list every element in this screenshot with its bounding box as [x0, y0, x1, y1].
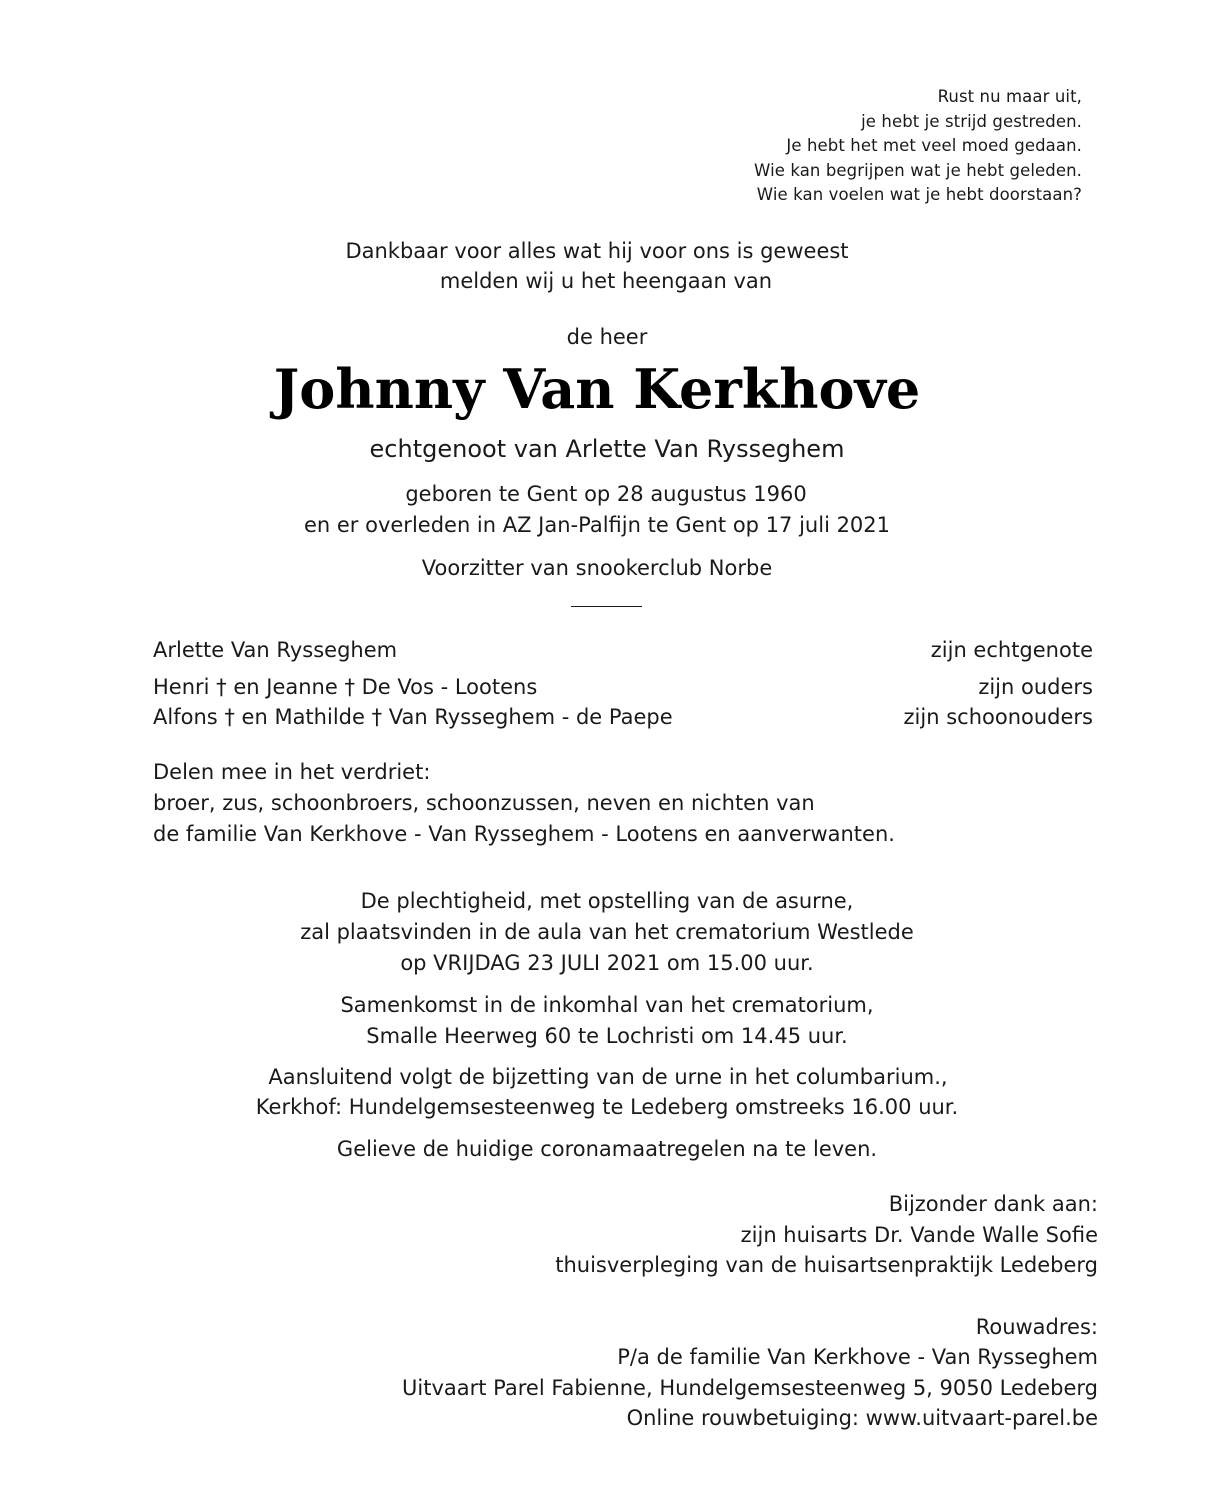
- poem-line: je hebt je strijd gestreden.: [861, 112, 1082, 131]
- address-line: Uitvaart Parel Fabienne, Hundelgemsesteenweg 5, 9050 Ledeberg: [402, 1376, 1098, 1400]
- address-line: Rouwadres:: [975, 1315, 1098, 1339]
- thanks-line: thuisverpleging van de huisartsenpraktijk Ledeberg: [555, 1253, 1098, 1277]
- thanks-line: zijn huisarts Dr. Vande Walle Sofie: [740, 1223, 1098, 1247]
- burial-line: Aansluitend volgt de bijzetting van de urne in het columbarium.,: [268, 1065, 948, 1089]
- family-relation: zijn schoonouders: [903, 705, 1093, 729]
- sharing-line: de familie Van Kerkhove - Van Rysseghem - Lootens en aanverwanten.: [153, 822, 895, 846]
- sharing-line: Delen mee in het verdriet:: [153, 760, 431, 784]
- ceremony-line: De plechtigheid, met opstelling van de asurne,: [360, 889, 854, 913]
- gathering-line: Samenkomst in de inkomhal van het crematorium,: [340, 993, 874, 1017]
- death-line: en er overleden in AZ Jan-Palfijn te Gent op 17 juli 2021: [303, 513, 891, 537]
- poem-line: Je hebt het met veel moed gedaan.: [786, 136, 1082, 155]
- role-line: Voorzitter van snookerclub Norbe: [421, 556, 773, 580]
- family-names: Alfons † en Mathilde † Van Rysseghem - de Paepe: [153, 705, 673, 729]
- birth-line: geboren te Gent op 28 augustus 1960: [405, 482, 807, 506]
- poem-line: Wie kan begrijpen wat je hebt geleden.: [754, 161, 1082, 180]
- burial-line: Kerkhof: Hundelgemsesteenweg te Ledeberg omstreeks 16.00 uur.: [255, 1095, 959, 1119]
- deceased-name: Johnny Van Kerkhove: [273, 357, 921, 421]
- poem-line: Wie kan voelen wat je hebt doorstaan?: [756, 185, 1082, 204]
- poem-line: Rust nu maar uit,: [937, 87, 1082, 106]
- address-line: Online rouwbetuiging: www.uitvaart-parel.be: [626, 1406, 1098, 1430]
- ceremony-line: op VRIJDAG 23 JULI 2021 om 15.00 uur.: [400, 951, 814, 975]
- spouse-line: echtgenoot van Arlette Van Rysseghem: [369, 435, 845, 463]
- thanks-line: Bijzonder dank aan:: [888, 1192, 1098, 1216]
- covid-notice: Gelieve de huidige coronamaatregelen na te leven.: [336, 1137, 878, 1161]
- intro-line: melden wij u het heengaan van: [439, 269, 773, 293]
- family-names: Arlette Van Rysseghem: [153, 638, 398, 662]
- ceremony-line: zal plaatsvinden in de aula van het crematorium Westlede: [300, 920, 914, 944]
- sharing-line: broer, zus, schoonbroers, schoonzussen, neven en nichten van: [153, 791, 815, 815]
- gathering-line: Smalle Heerweg 60 te Lochristi om 14.45 uur.: [366, 1024, 848, 1048]
- honorific: de heer: [566, 325, 648, 349]
- intro-line: Dankbaar voor alles wat hij voor ons is geweest: [345, 239, 849, 263]
- family-names: Henri † en Jeanne † De Vos - Lootens: [153, 675, 538, 699]
- family-relation: zijn ouders: [978, 675, 1093, 699]
- address-line: P/a de familie Van Kerkhove - Van Rysseghem: [617, 1345, 1098, 1369]
- family-relation: zijn echtgenote: [930, 638, 1093, 662]
- separator-rule: [571, 606, 642, 607]
